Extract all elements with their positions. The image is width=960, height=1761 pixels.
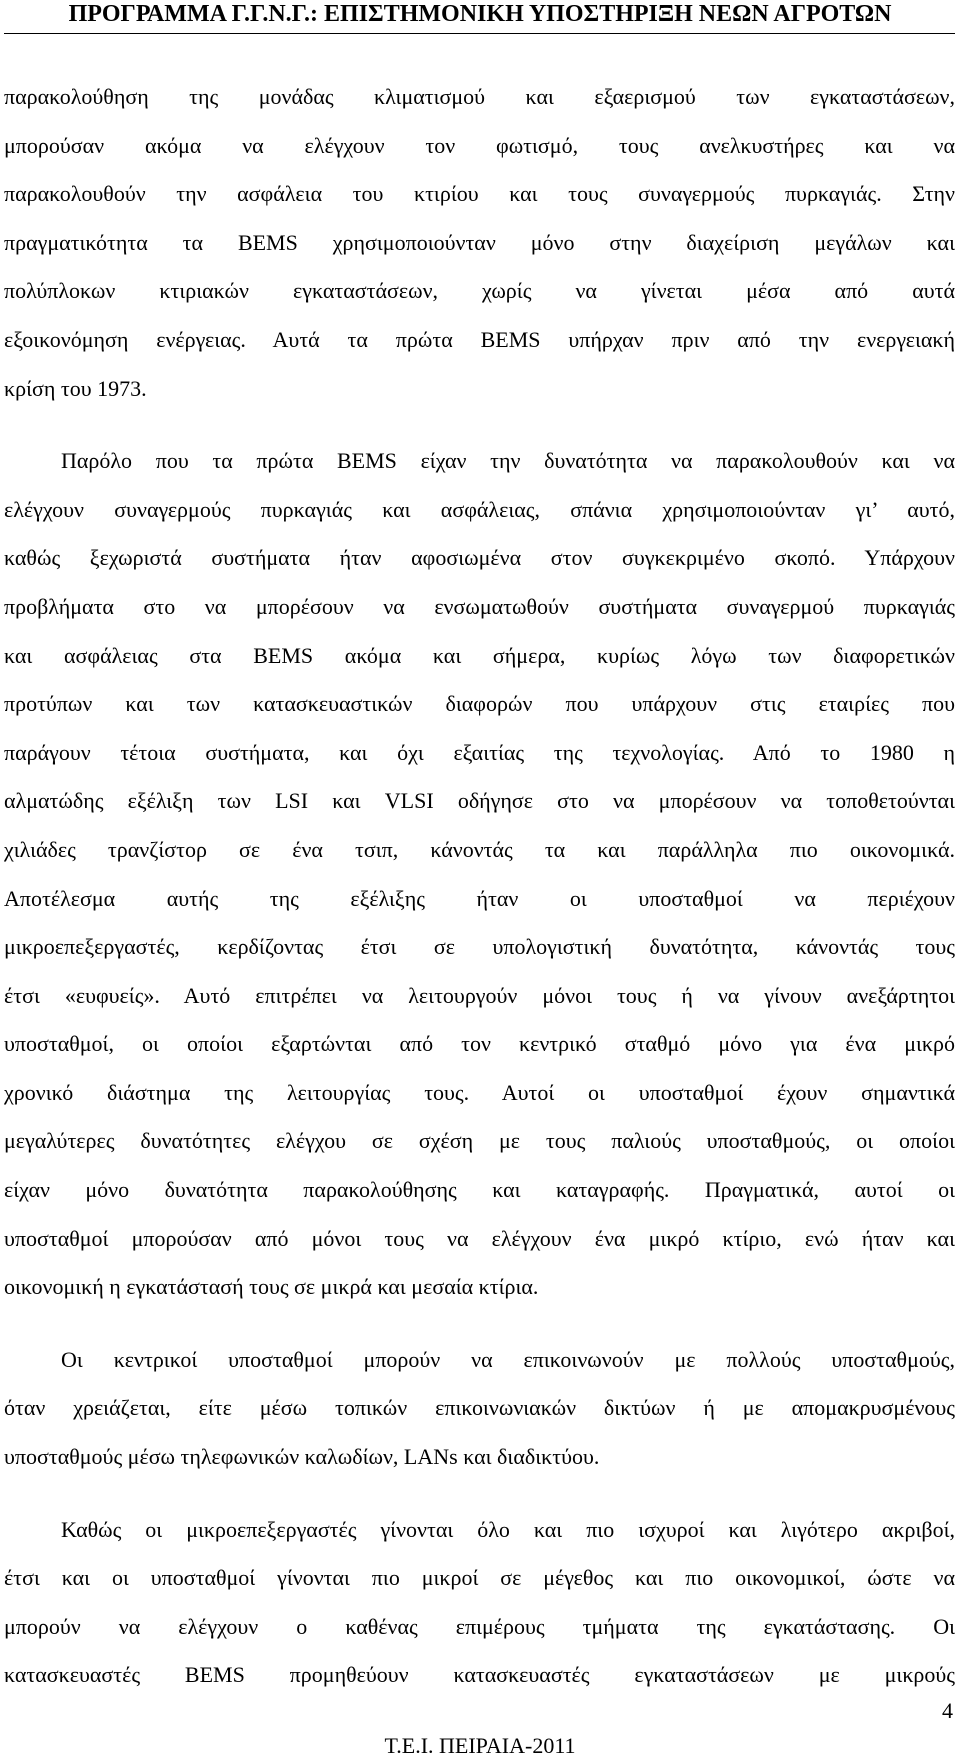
paragraph-4: [4, 1506, 955, 1700]
text-line: πολύπλοκων κτιριακών εγκαταστάσεων, χωρίς να γίνεται μέσα από αυτά: [4, 278, 955, 304]
text-line: Αποτέλεσμα αυτής της εξέλιξης ήταν οι υποσταθμοί να περιέχουν: [4, 885, 955, 911]
text-line: και ασφάλειας στα BEMS ακόμα και σήμερα, κυρίως λόγω των διαφορετικών: [4, 642, 955, 668]
text-line: κατασκευαστές BEMS προμηθεύουν κατασκευαστές εγκαταστάσεων με μικρούς: [4, 1662, 955, 1688]
text-line: Καθώς οι μικροεπεξεργαστές γίνονται όλο και πιο ισχυροί και λιγότερο ακριβοί,: [61, 1516, 955, 1542]
paragraph-3: [4, 1336, 955, 1482]
text-line: παρακολουθούν την ασφάλεια του κτιρίου και τους συναγερμούς πυρκαγιάς. Στην: [4, 181, 955, 207]
page-footer: Τ.Ε.Ι. ΠΕΙΡΑΙΑ-2011: [384, 1733, 576, 1758]
text-line: χρονικό διάστημα της λειτουργίας τους. Αυτοί οι υποσταθμοί έχουν σημαντικά: [4, 1079, 955, 1105]
text-line: ελέγχουν συναγερμούς πυρκαγιάς και ασφάλειας, σπάνια χρησιμοποιούνταν γι’ αυτό,: [4, 496, 955, 522]
text-line: μπορούσαν ακόμα να ελέγχουν τον φωτισμό, τους ανελκυστήρες και να: [4, 132, 955, 158]
text-line: όταν χρειάζεται, είτε μέσω τοπικών επικοινωνιακών δικτύων ή με απομακρυσμένους: [4, 1395, 955, 1421]
page-number: 4: [942, 1698, 953, 1723]
text-line: μικροεπεξεργαστές, κερδίζοντας έτσι σε υπολογιστική δυνατότητα, κάνοντάς τους: [4, 934, 955, 960]
header-divider: [4, 33, 955, 34]
text-line: υποσταθμοί, οι οποίοι εξαρτώνται από τον κεντρικό σταθμό μόνο για ένα μικρό: [4, 1031, 955, 1057]
text-line: μεγαλύτερες δυνατότητες ελέγχου σε σχέση με τους παλιούς υποσταθμούς, οι οποίοι: [4, 1128, 955, 1154]
text-line: προτύπων και των κατασκευαστικών διαφορών που υπάρχουν στις εταιρίες που: [4, 691, 955, 717]
text-line: αλματώδης εξέλιξη των LSI και VLSI οδήγησε στο να μπορέσουν να τοποθετούνται: [4, 788, 955, 814]
text-line: κρίση του 1973.: [4, 375, 147, 401]
text-line: πραγματικότητα τα BEMS χρησιμοποιούνταν μόνο στην διαχείριση μεγάλων και: [4, 229, 955, 255]
text-line: εξοικονόμηση ενέργειας. Αυτά τα πρώτα BEMS υπήρχαν πριν από την ενεργειακή: [4, 326, 955, 352]
text-line: παράγουν τέτοια συστήματα, και όχι εξαιτίας της τεχνολογίας. Από το 1980 η: [4, 739, 955, 765]
paragraph-2: [4, 437, 955, 1312]
text-line: Οι κεντρικοί υποσταθμοί μπορούν να επικοινωνούν με πολλούς υποσταθμούς,: [61, 1346, 955, 1372]
text-line: μπορούν να ελέγχουν ο καθένας επιμέρους τμήματα της εγκατάστασης. Οι: [4, 1613, 955, 1639]
text-line: προβλήματα στο να μπορέσουν να ενσωματωθούν συστήματα συναγερμού πυρκαγιάς: [4, 593, 955, 619]
text-line: οικονομική η εγκατάστασή τους σε μικρά και μεσαία κτίρια.: [4, 1274, 539, 1300]
body-text: [4, 73, 955, 1700]
text-line: υποσταθμούς μέσω τηλεφωνικών καλωδίων, LANs και διαδικτύου.: [4, 1444, 600, 1470]
text-line: έτσι «ευφυείς». Αυτό επιτρέπει να λειτουργούν μόνοι τους ή να γίνουν ανεξάρτητοι: [4, 982, 955, 1008]
text-line: καθώς ξεχωριστά συστήματα ήταν αφοσιωμένα στον συγκεκριμένο σκοπό. Υπάρχουν: [4, 545, 955, 571]
text-line: παρακολούθηση της μονάδας κλιματισμού και εξαερισμού των εγκαταστάσεων,: [4, 84, 955, 109]
text-line: είχαν μόνο δυνατότητα παρακολούθησης και καταγραφής. Πραγματικά, αυτοί οι: [4, 1177, 955, 1203]
text-line: Παρόλο που τα πρώτα BEMS είχαν την δυνατότητα να παρακολουθούν και να: [61, 448, 955, 474]
text-line: υποσταθμοί μπορούσαν από μόνοι τους να ελέγχουν ένα μικρό κτίριο, ενώ ήταν και: [4, 1225, 955, 1251]
text-line: έτσι και οι υποσταθμοί γίνονται πιο μικροί σε μέγεθος και πιο οικονομικοί, ώστε να: [4, 1565, 955, 1591]
page-header: ΠΡΟΓΡΑΜΜΑ Γ.Γ.Ν.Γ.: ΕΠΙΣΤΗΜΟΝΙΚΗ ΥΠΟΣΤΗΡΙΞΗ ΝΕΩΝ ΑΓΡΟΤΩΝ: [68, 1, 892, 27]
paragraph-1: [4, 73, 955, 413]
text-line: χιλιάδες τρανζίστορ σε ένα τσιπ, κάνοντάς τα και παράλληλα πιο οικονομικά.: [4, 836, 955, 862]
